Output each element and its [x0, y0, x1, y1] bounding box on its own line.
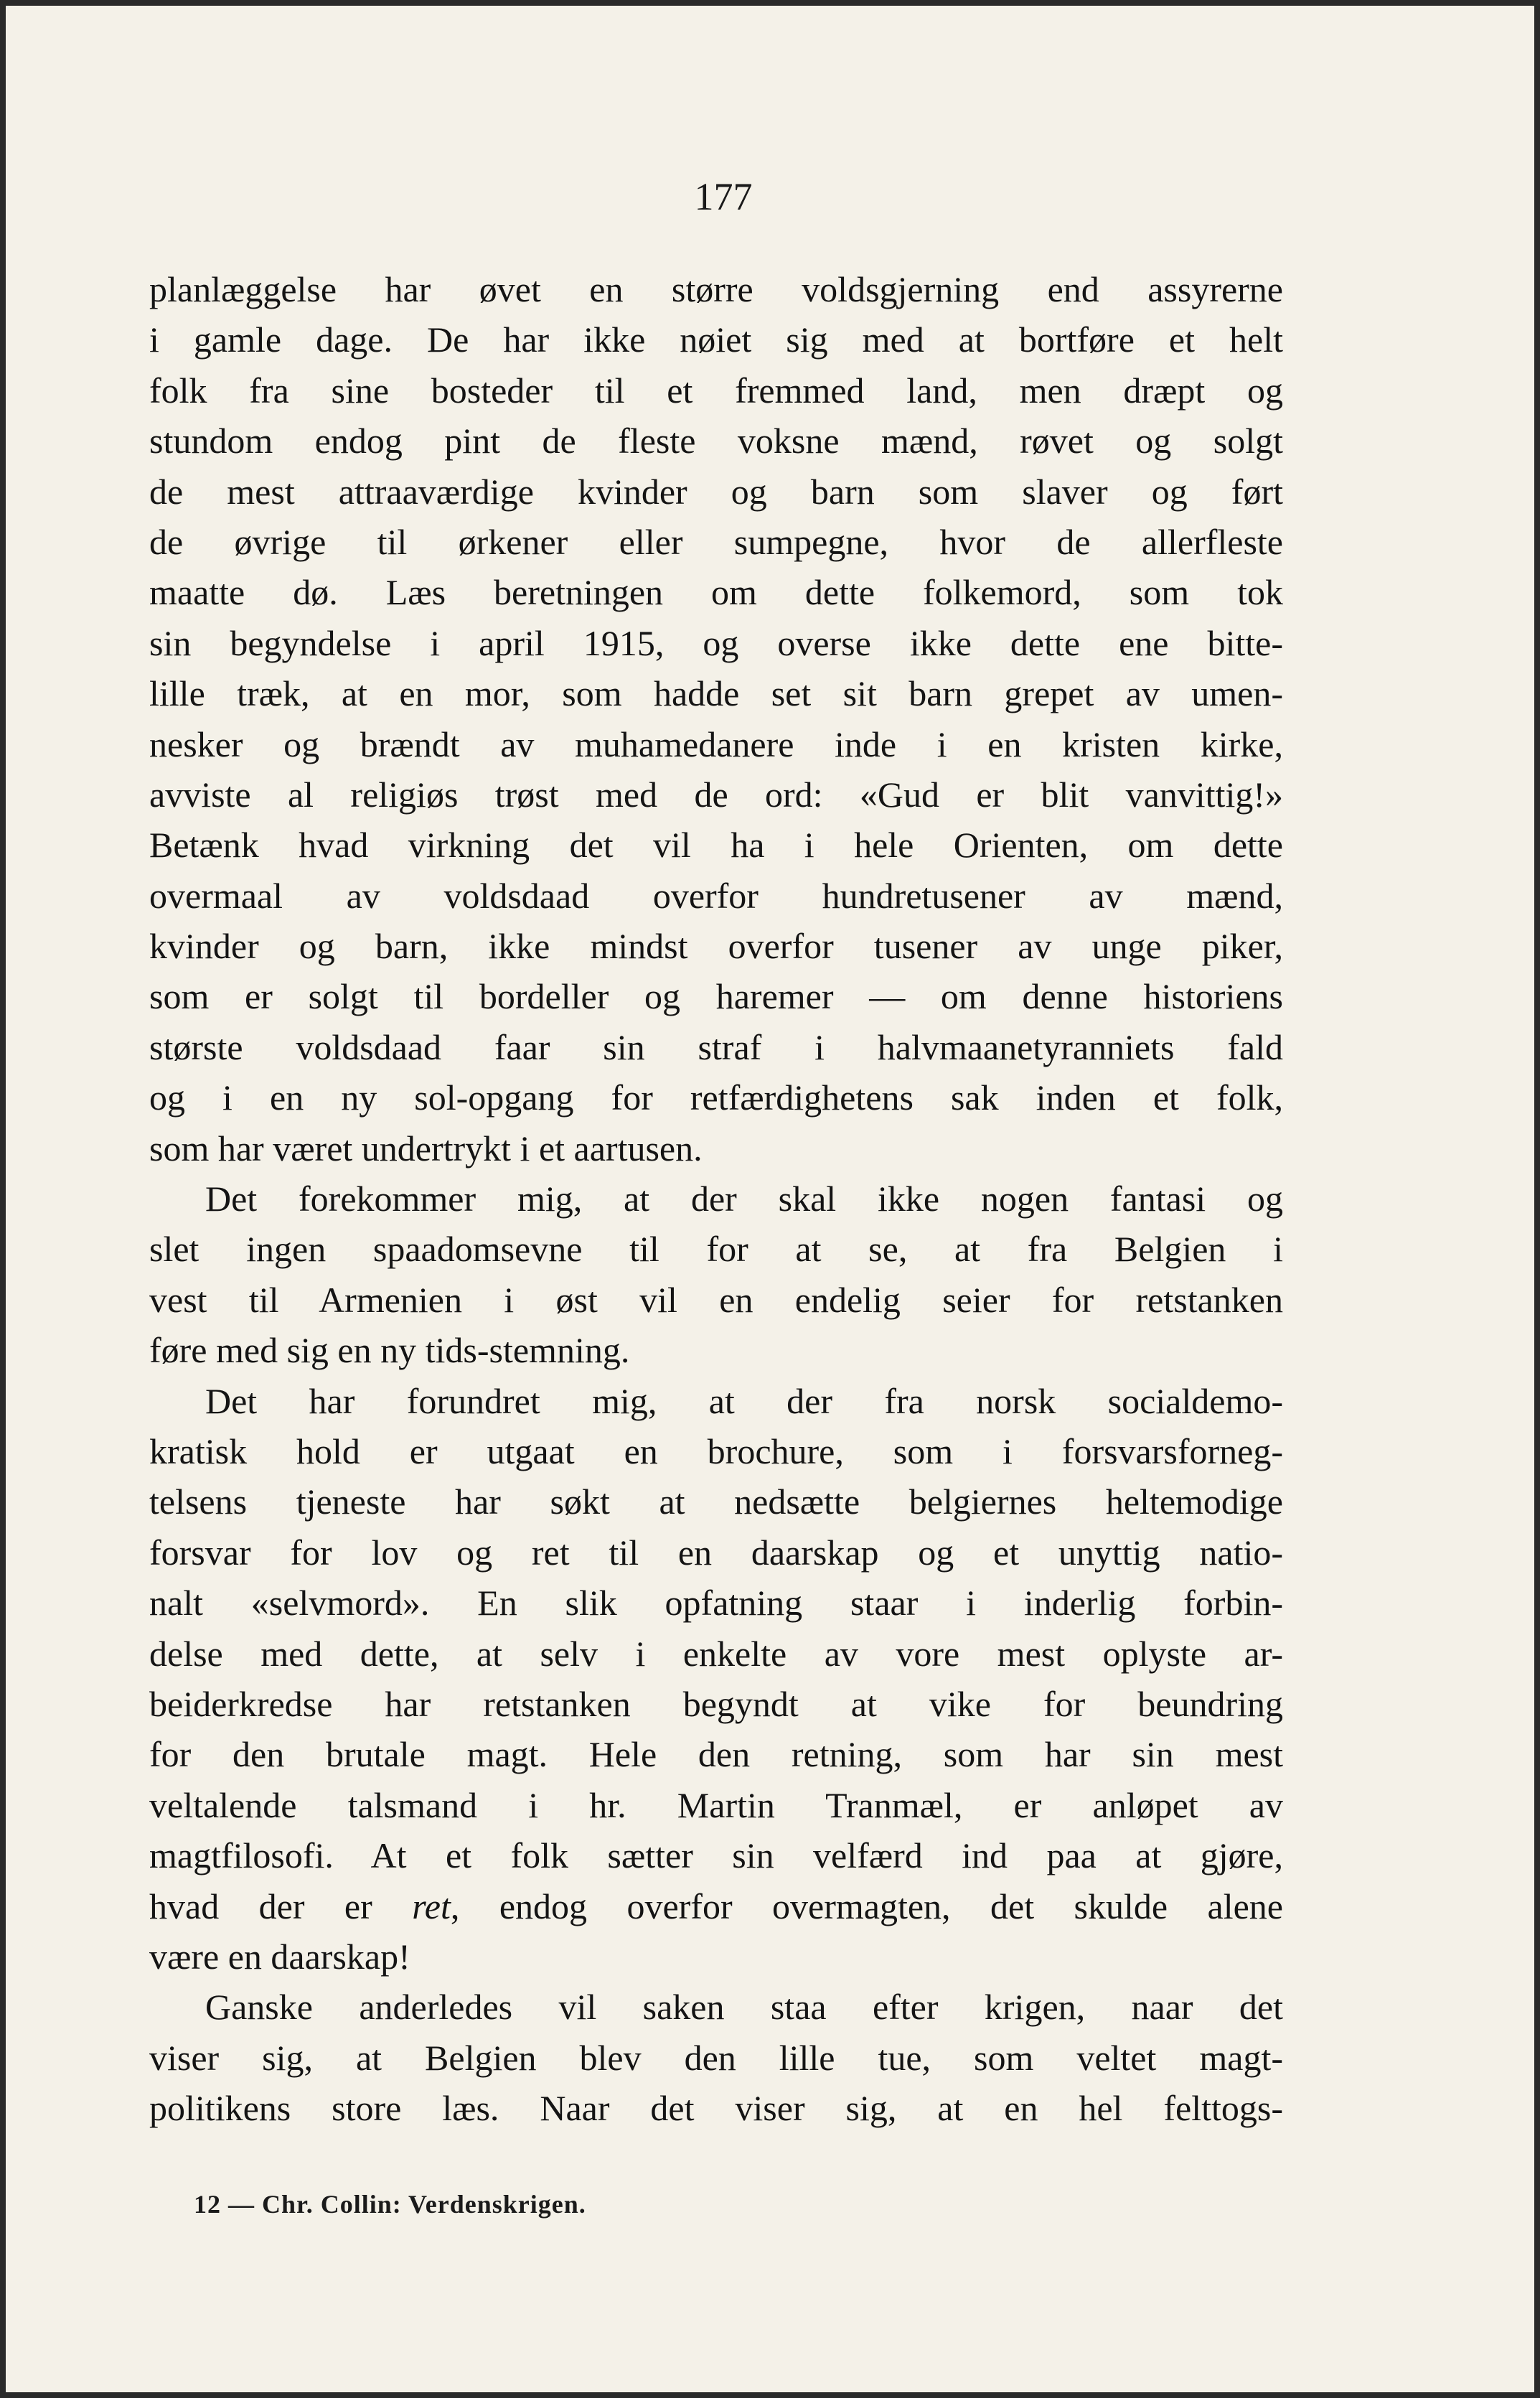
text-line: føre med sig en ny tids-stemning.	[149, 1330, 630, 1371]
text-line: maatte dø. Læs beretningen om dette folkemord, som tok	[149, 572, 1283, 613]
text-line: slet ingen spaadomsevne til for at se, at fra Belgien i	[149, 1229, 1283, 1270]
text-line: lille træk, at en mor, som hadde set sit barn grepet av umen-	[149, 673, 1283, 714]
text-line: Betænk hvad virkning det vil ha i hele Orienten, om dette	[149, 825, 1283, 866]
emphasis: ret	[412, 1886, 451, 1926]
page-number: 177	[694, 175, 753, 218]
text-line: som har været undertrykt i et aartusen.	[149, 1128, 703, 1168]
text-line: Det har forundret mig, at der fra norsk socialdemo-	[205, 1380, 1283, 1421]
text-line: folk fra sine bosteder til et fremmed land, men dræpt og	[149, 370, 1283, 411]
text-line: magtfilosofi. At et folk sætter sin velfærd ind paa at gjøre,	[149, 1835, 1283, 1876]
text-line: avviste al religiøs trøst med de ord: «Gud er blit vanvittig!»	[149, 774, 1283, 815]
text-line: politikens store læs. Naar det viser sig, at en hel felttogs-	[149, 2088, 1283, 2129]
paragraph	[149, 1376, 1283, 1982]
text-line: stundom endog pint de fleste voksne mænd, røvet og solgt	[149, 421, 1283, 462]
paragraph	[149, 264, 1283, 1174]
text-line: som er solgt til bordeller og haremer — om denne historiens	[149, 976, 1283, 1017]
paragraph	[149, 1982, 1283, 2133]
text-line: de mest attraaværdige kvinder og barn som slaver og ført	[149, 471, 1283, 512]
text-line: største voldsdaad faar sin straf i halvmaanetyranniets fald	[149, 1026, 1283, 1067]
body-text	[149, 264, 1283, 2133]
text-line: viser sig, at Belgien blev den lille tue, som veltet magt-	[149, 2037, 1283, 2078]
text-line: sin begyndelse i april 1915, og overse ikke dette ene bitte-	[149, 622, 1283, 663]
signature-footer: 12 — Chr. Collin: Verdenskrigen.	[194, 2190, 586, 2219]
text-line: kratisk hold er utgaat en brochure, som i forsvarsforneg-	[149, 1430, 1283, 1471]
paragraph	[149, 1174, 1283, 1376]
text-line: hvad der er ret, endog overfor overmagten, det skulde alene	[149, 1886, 1283, 1926]
text-line: overmaal av voldsdaad overfor hundretusener av mænd,	[149, 875, 1283, 916]
text-line: nalt «selvmord». En slik opfatning staar i inderlig forbin-	[149, 1583, 1283, 1624]
text-line: vest til Armenien i øst vil en endelig seier for retstanken	[149, 1279, 1283, 1320]
text-line: være en daarskap!	[149, 1936, 410, 1977]
text-line: de øvrige til ørkener eller sumpegne, hvor de allerfleste	[149, 521, 1283, 562]
text-line: telsens tjeneste har søkt at nedsætte belgiernes heltemodige	[149, 1481, 1283, 1522]
text-line: forsvar for lov og ret til en daarskap og et unyttig natio-	[149, 1532, 1283, 1573]
text-line: og i en ny sol-opgang for retfærdighetens sak inden et folk,	[149, 1077, 1283, 1118]
text-line: kvinder og barn, ikke mindst overfor tusener av unge piker,	[149, 926, 1283, 967]
text-line: i gamle dage. De har ikke nøiet sig med at bortføre et helt	[149, 319, 1283, 360]
text-line: for den brutale magt. Hele den retning, som har sin mest	[149, 1734, 1283, 1775]
text-line: Det forekommer mig, at der skal ikke nogen fantasi og	[205, 1179, 1283, 1219]
text-line: veltalende talsmand i hr. Martin Tranmæl, er anløpet av	[149, 1784, 1283, 1825]
text-line: beiderkredse har retstanken begyndt at vike for beundring	[149, 1683, 1283, 1724]
text-line: nesker og brændt av muhamedanere inde i en kristen kirke,	[149, 723, 1283, 764]
text-line: delse med dette, at selv i enkelte av vore mest oplyste ar-	[149, 1633, 1283, 1674]
text-line: Ganske anderledes vil saken staa efter krigen, naar det	[205, 1987, 1283, 2028]
text-line: planlæggelse har øvet en større voldsgjerning end assyrerne	[149, 269, 1283, 309]
